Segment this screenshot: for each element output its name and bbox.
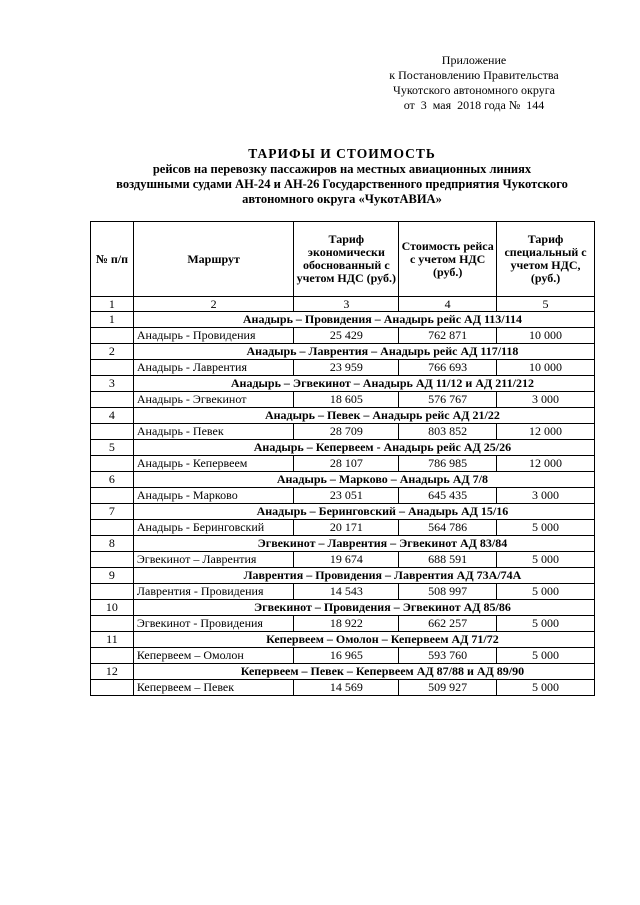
header-tariff-special: Тариф специальный с учетом НДС, (руб.): [497, 222, 595, 297]
cost-value: 786 985: [399, 456, 497, 472]
cost-value: 688 591: [399, 552, 497, 568]
route-number: 7: [91, 504, 134, 520]
tariff-econ-value: 20 171: [294, 520, 399, 536]
route-header-row: [91, 472, 595, 488]
document-title: [92, 145, 592, 207]
segment-name: Анадырь - Провидения: [133, 328, 294, 344]
route-title: Анадырь – Кепервеем - Анадырь рейс АД 25/26: [133, 440, 594, 456]
route-title: Кепервеем – Певек – Кепервеем АД 87/88 и АД 89/90: [133, 664, 594, 680]
cost-value: 662 257: [399, 616, 497, 632]
tariff-special-value: 10 000: [497, 360, 595, 376]
route-number: 9: [91, 568, 134, 584]
column-number: 1: [91, 297, 134, 312]
tariff-econ-value: 18 922: [294, 616, 399, 632]
segment-name: Лаврентия - Провидения: [133, 584, 294, 600]
empty-cell: [91, 648, 134, 664]
table-row: [91, 584, 595, 600]
segment-name: Эгвекинот – Лаврентия: [133, 552, 294, 568]
route-number: 2: [91, 344, 134, 360]
route-number: 11: [91, 632, 134, 648]
route-header-row: [91, 344, 595, 360]
table-row: [91, 520, 595, 536]
route-header-row: [91, 536, 595, 552]
appendix-line-3: Чукотского автономного округа: [393, 83, 555, 97]
table-header-row: [91, 222, 595, 297]
route-title: Анадырь – Провидения – Анадырь рейс АД 113/114: [133, 312, 594, 328]
route-number: 10: [91, 600, 134, 616]
route-header-row: [91, 408, 595, 424]
column-number: 4: [399, 297, 497, 312]
table-row: [91, 648, 595, 664]
empty-cell: [91, 552, 134, 568]
route-header-row: [91, 504, 595, 520]
appendix-line-1: Приложение: [441, 53, 507, 67]
cost-value: 508 997: [399, 584, 497, 600]
tariff-econ-value: 25 429: [294, 328, 399, 344]
title-main: ТАРИФЫ И СТОИМОСТЬ: [248, 146, 436, 161]
title-line-2: рейсов на перевозку пассажиров на местных авиационных линиях: [152, 162, 532, 176]
header-route: Маршрут: [133, 222, 294, 297]
column-number: 5: [497, 297, 595, 312]
header-tariff-econ: Тариф экономически обоснованный с учетом НДС (руб.): [294, 222, 399, 297]
route-title: Анадырь – Певек – Анадырь рейс АД 21/22: [133, 408, 594, 424]
tariff-econ-value: 19 674: [294, 552, 399, 568]
tariff-special-value: 5 000: [497, 616, 595, 632]
route-header-row: [91, 632, 595, 648]
empty-cell: [91, 456, 134, 472]
route-title: Анадырь – Эгвекинот – Анадырь АД 11/12 и АД 211/212: [133, 376, 594, 392]
tariff-special-value: 5 000: [497, 584, 595, 600]
appendix-line-4: от 3 мая 2018 года № 144: [403, 98, 545, 112]
column-number: 3: [294, 297, 399, 312]
empty-cell: [91, 488, 134, 504]
tariff-special-value: 10 000: [497, 328, 595, 344]
segment-name: Анадырь - Эгвекинот: [133, 392, 294, 408]
route-title: Эгвекинот – Лаврентия – Эгвекинот АД 83/84: [133, 536, 594, 552]
table-row: [91, 552, 595, 568]
tariffs-table: [90, 221, 595, 696]
title-line-4: автономного округа «ЧукотАВИА»: [242, 192, 442, 206]
empty-cell: [91, 584, 134, 600]
route-header-row: [91, 568, 595, 584]
cost-value: 803 852: [399, 424, 497, 440]
tariff-econ-value: 28 709: [294, 424, 399, 440]
segment-name: Кепервеем – Омолон: [133, 648, 294, 664]
route-number: 3: [91, 376, 134, 392]
route-header-row: [91, 312, 595, 328]
tariff-special-value: 12 000: [497, 456, 595, 472]
appendix-block: [360, 53, 588, 113]
segment-name: Анадырь - Марково: [133, 488, 294, 504]
column-number: 2: [133, 297, 294, 312]
table-row: [91, 616, 595, 632]
cost-value: 766 693: [399, 360, 497, 376]
segment-name: Кепервеем – Певек: [133, 680, 294, 696]
route-header-row: [91, 664, 595, 680]
empty-cell: [91, 424, 134, 440]
route-title: Анадырь – Беринговский – Анадырь АД 15/16: [133, 504, 594, 520]
route-title: Анадырь – Марково – Анадырь АД 7/8: [133, 472, 594, 488]
segment-name: Анадырь - Певек: [133, 424, 294, 440]
tariff-special-value: 3 000: [497, 488, 595, 504]
route-header-row: [91, 600, 595, 616]
route-number: 4: [91, 408, 134, 424]
cost-value: 762 871: [399, 328, 497, 344]
tariff-econ-value: 23 959: [294, 360, 399, 376]
tariff-econ-value: 16 965: [294, 648, 399, 664]
empty-cell: [91, 328, 134, 344]
route-title: Лаврентия – Провидения – Лаврентия АД 73А/74А: [133, 568, 594, 584]
route-title: Анадырь – Лаврентия – Анадырь рейс АД 117/118: [133, 344, 594, 360]
tariff-special-value: 5 000: [497, 520, 595, 536]
table-row: [91, 392, 595, 408]
tariff-special-value: 5 000: [497, 552, 595, 568]
tariff-special-value: 3 000: [497, 392, 595, 408]
empty-cell: [91, 360, 134, 376]
table-row: [91, 360, 595, 376]
table-row: [91, 488, 595, 504]
cost-value: 576 767: [399, 392, 497, 408]
empty-cell: [91, 680, 134, 696]
tariff-special-value: 5 000: [497, 680, 595, 696]
cost-value: 509 927: [399, 680, 497, 696]
segment-name: Анадырь - Лаврентия: [133, 360, 294, 376]
table-row: [91, 680, 595, 696]
header-cost: Стоимость рейса с учетом НДС (руб.): [399, 222, 497, 297]
route-header-row: [91, 440, 595, 456]
tariff-special-value: 12 000: [497, 424, 595, 440]
table-body: [91, 312, 595, 696]
segment-name: Эгвекинот - Провидения: [133, 616, 294, 632]
tariff-econ-value: 18 605: [294, 392, 399, 408]
segment-name: Анадырь - Кепервеем: [133, 456, 294, 472]
tariff-econ-value: 23 051: [294, 488, 399, 504]
route-title: Кепервеем – Омолон – Кепервеем АД 71/72: [133, 632, 594, 648]
route-number: 8: [91, 536, 134, 552]
cost-value: 593 760: [399, 648, 497, 664]
tariff-econ-value: 28 107: [294, 456, 399, 472]
tariff-special-value: 5 000: [497, 648, 595, 664]
empty-cell: [91, 392, 134, 408]
cost-value: 645 435: [399, 488, 497, 504]
route-number: 1: [91, 312, 134, 328]
route-number: 5: [91, 440, 134, 456]
route-number: 6: [91, 472, 134, 488]
title-line-3: воздушными судами АН-24 и АН-26 Государственного предприятия Чукотского: [116, 177, 568, 191]
tariff-econ-value: 14 543: [294, 584, 399, 600]
cost-value: 564 786: [399, 520, 497, 536]
table-row: [91, 424, 595, 440]
route-header-row: [91, 376, 595, 392]
header-num: № п/п: [91, 222, 134, 297]
empty-cell: [91, 520, 134, 536]
appendix-line-2: к Постановлению Правительства: [389, 68, 559, 82]
route-title: Эгвекинот – Провидения – Эгвекинот АД 85/86: [133, 600, 594, 616]
column-numbers-row: [91, 297, 595, 312]
segment-name: Анадырь - Беринговский: [133, 520, 294, 536]
route-number: 12: [91, 664, 134, 680]
table-row: [91, 328, 595, 344]
table-row: [91, 456, 595, 472]
empty-cell: [91, 616, 134, 632]
tariff-econ-value: 14 569: [294, 680, 399, 696]
